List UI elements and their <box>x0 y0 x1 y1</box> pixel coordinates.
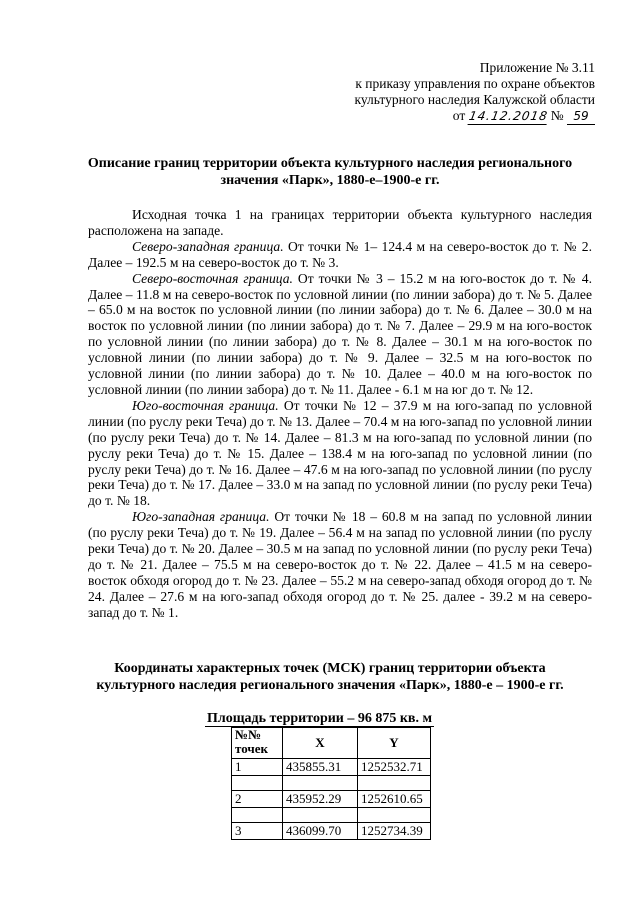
southeast-label: Юго-восточная граница. <box>132 397 279 413</box>
cell-point-number: 2 <box>232 791 283 808</box>
header-point-number: №№ точек <box>232 728 283 759</box>
header-y: Y <box>358 728 431 759</box>
table-header-row <box>232 728 431 759</box>
cell-y: 1252532.71 <box>358 759 431 776</box>
table-spacer-row <box>232 808 431 823</box>
cell-point-number: 3 <box>232 823 283 840</box>
handwritten-date: 14.12.2018 <box>467 109 549 123</box>
cell-x: 436099.70 <box>283 823 358 840</box>
cell-y: 1252734.39 <box>358 823 431 840</box>
northwest-label: Северо-западная граница. <box>132 238 284 254</box>
appendix-line-2: к приказу управления по охране объектов <box>355 76 595 91</box>
southeast-text: От точки № 12 – 37.9 м на юго-запад по условной линии (по руслу реки Теча) до т. № 13. Далее – 70.4 м на юго-запад по условной линии (по руслу реки Теча) до т. № 14. Далее – 81.3 м на юго-запад по условной линии (по руслу реки Теча) до т. № 15. Далее – 138.4 м на юго-запад по условной линии (по руслу реки Теча) до т. № 16. Далее – 47.6 м на юго-запад по условной линии (по руслу реки Теча) до т. № 17. Далее – 33.0 м на запад по условной линии (по руслу реки Теча) до т. № 18. <box>88 397 592 509</box>
appendix-header <box>354 60 595 125</box>
coordinates-title <box>60 660 600 694</box>
cell-point-number: 1 <box>232 759 283 776</box>
appendix-date-line <box>354 108 595 125</box>
cell-x: 435952.29 <box>283 791 358 808</box>
cell-x: 435855.31 <box>283 759 358 776</box>
table-row <box>232 823 431 840</box>
southwest-label: Юго-западная граница. <box>132 509 270 525</box>
table-row <box>232 791 431 808</box>
boundary-description <box>88 207 592 621</box>
header-x: X <box>283 728 358 759</box>
appendix-line-3: культурного наследия Калужской области <box>354 92 595 107</box>
northeast-label: Северо-восточная граница. <box>132 270 293 286</box>
coordinates-table <box>231 727 431 840</box>
area-caption <box>0 711 639 727</box>
paragraph-southeast <box>88 398 592 509</box>
paragraph-northeast <box>88 271 592 398</box>
cell-y: 1252610.65 <box>358 791 431 808</box>
number-prefix: № <box>550 108 564 123</box>
table-row <box>232 759 431 776</box>
appendix-line-1: Приложение № 3.11 <box>479 60 595 75</box>
coords-title-line-1: Координаты характерных точек (МСК) границ территории объекта <box>114 661 546 676</box>
from-prefix: от <box>452 108 466 123</box>
handwritten-number: 59 <box>567 108 595 125</box>
title-line-1: Описание границ территории объекта культурного наследия регионального <box>87 156 573 171</box>
coords-title-line-2: культурного наследия регионального значения «Парк», 1880-е – 1900-е гг. <box>96 678 564 693</box>
area-text: Площадь территории – 96 875 кв. м <box>206 711 433 726</box>
paragraph-southwest <box>88 509 592 620</box>
northeast-text: От точки № 3 – 15.2 м на юго-восток до т. № 4. Далее – 11.8 м на северо-восток по условной линии (по линии забора) до т. № 5. Далее – 65.0 м на восток по условной линии (по линии забора) до т. № 6. Далее – 30.0 м на восток по условной линии (по линии забора) до т. № 7. Далее – 29.9 м на юго-восток по условной линии (по линии забора) до т. № 8. Далее – 30.1 м на юго-восток по условной линии (по линии забора) до т. № 9. Далее – 32.5 м на юго-восток по условной линии (по линии забора) до т. № 10. Далее – 40.0 м на юго-восток по условной линии (по линии забора) до т. № 11. Далее - 6.1 м на юг до т. № 12. <box>88 270 592 397</box>
table-spacer-row <box>232 776 431 791</box>
northwest-text: От точки № 1– 124.4 м на северо-восток до т. № 2. Далее – 192.5 м на северо-восток до т. № 3. <box>88 238 592 270</box>
southwest-text: От точки № 18 – 60.8 м на запад по условной линии (по руслу реки Теча) до т. № 19. Далее – 56.4 м на запад по условной линии (по руслу реки Теча) до т. № 20. Далее – 30.5 м на запад по условной линии (по руслу реки Теча) до т. № 21. Далее – 75.5 м на северо-восток до т. № 22. Далее – 41.5 м на северо-восток обходя огород до т. № 23. Далее – 55.2 м на северо-запад обходя огород до т. № 24. Далее – 27.6 м на юго-запад обходя огород до т. № 25. далее - 39.2 м на северо-запад до т. № 1. <box>88 509 592 620</box>
paragraph-northwest <box>88 239 592 271</box>
title-line-2: значения «Парк», 1880-е–1900-е гг. <box>220 173 440 188</box>
document-title <box>70 155 590 189</box>
paragraph-start-point: Исходная точка 1 на границах территории объекта культурного наследия расположена на западе. <box>88 207 592 238</box>
